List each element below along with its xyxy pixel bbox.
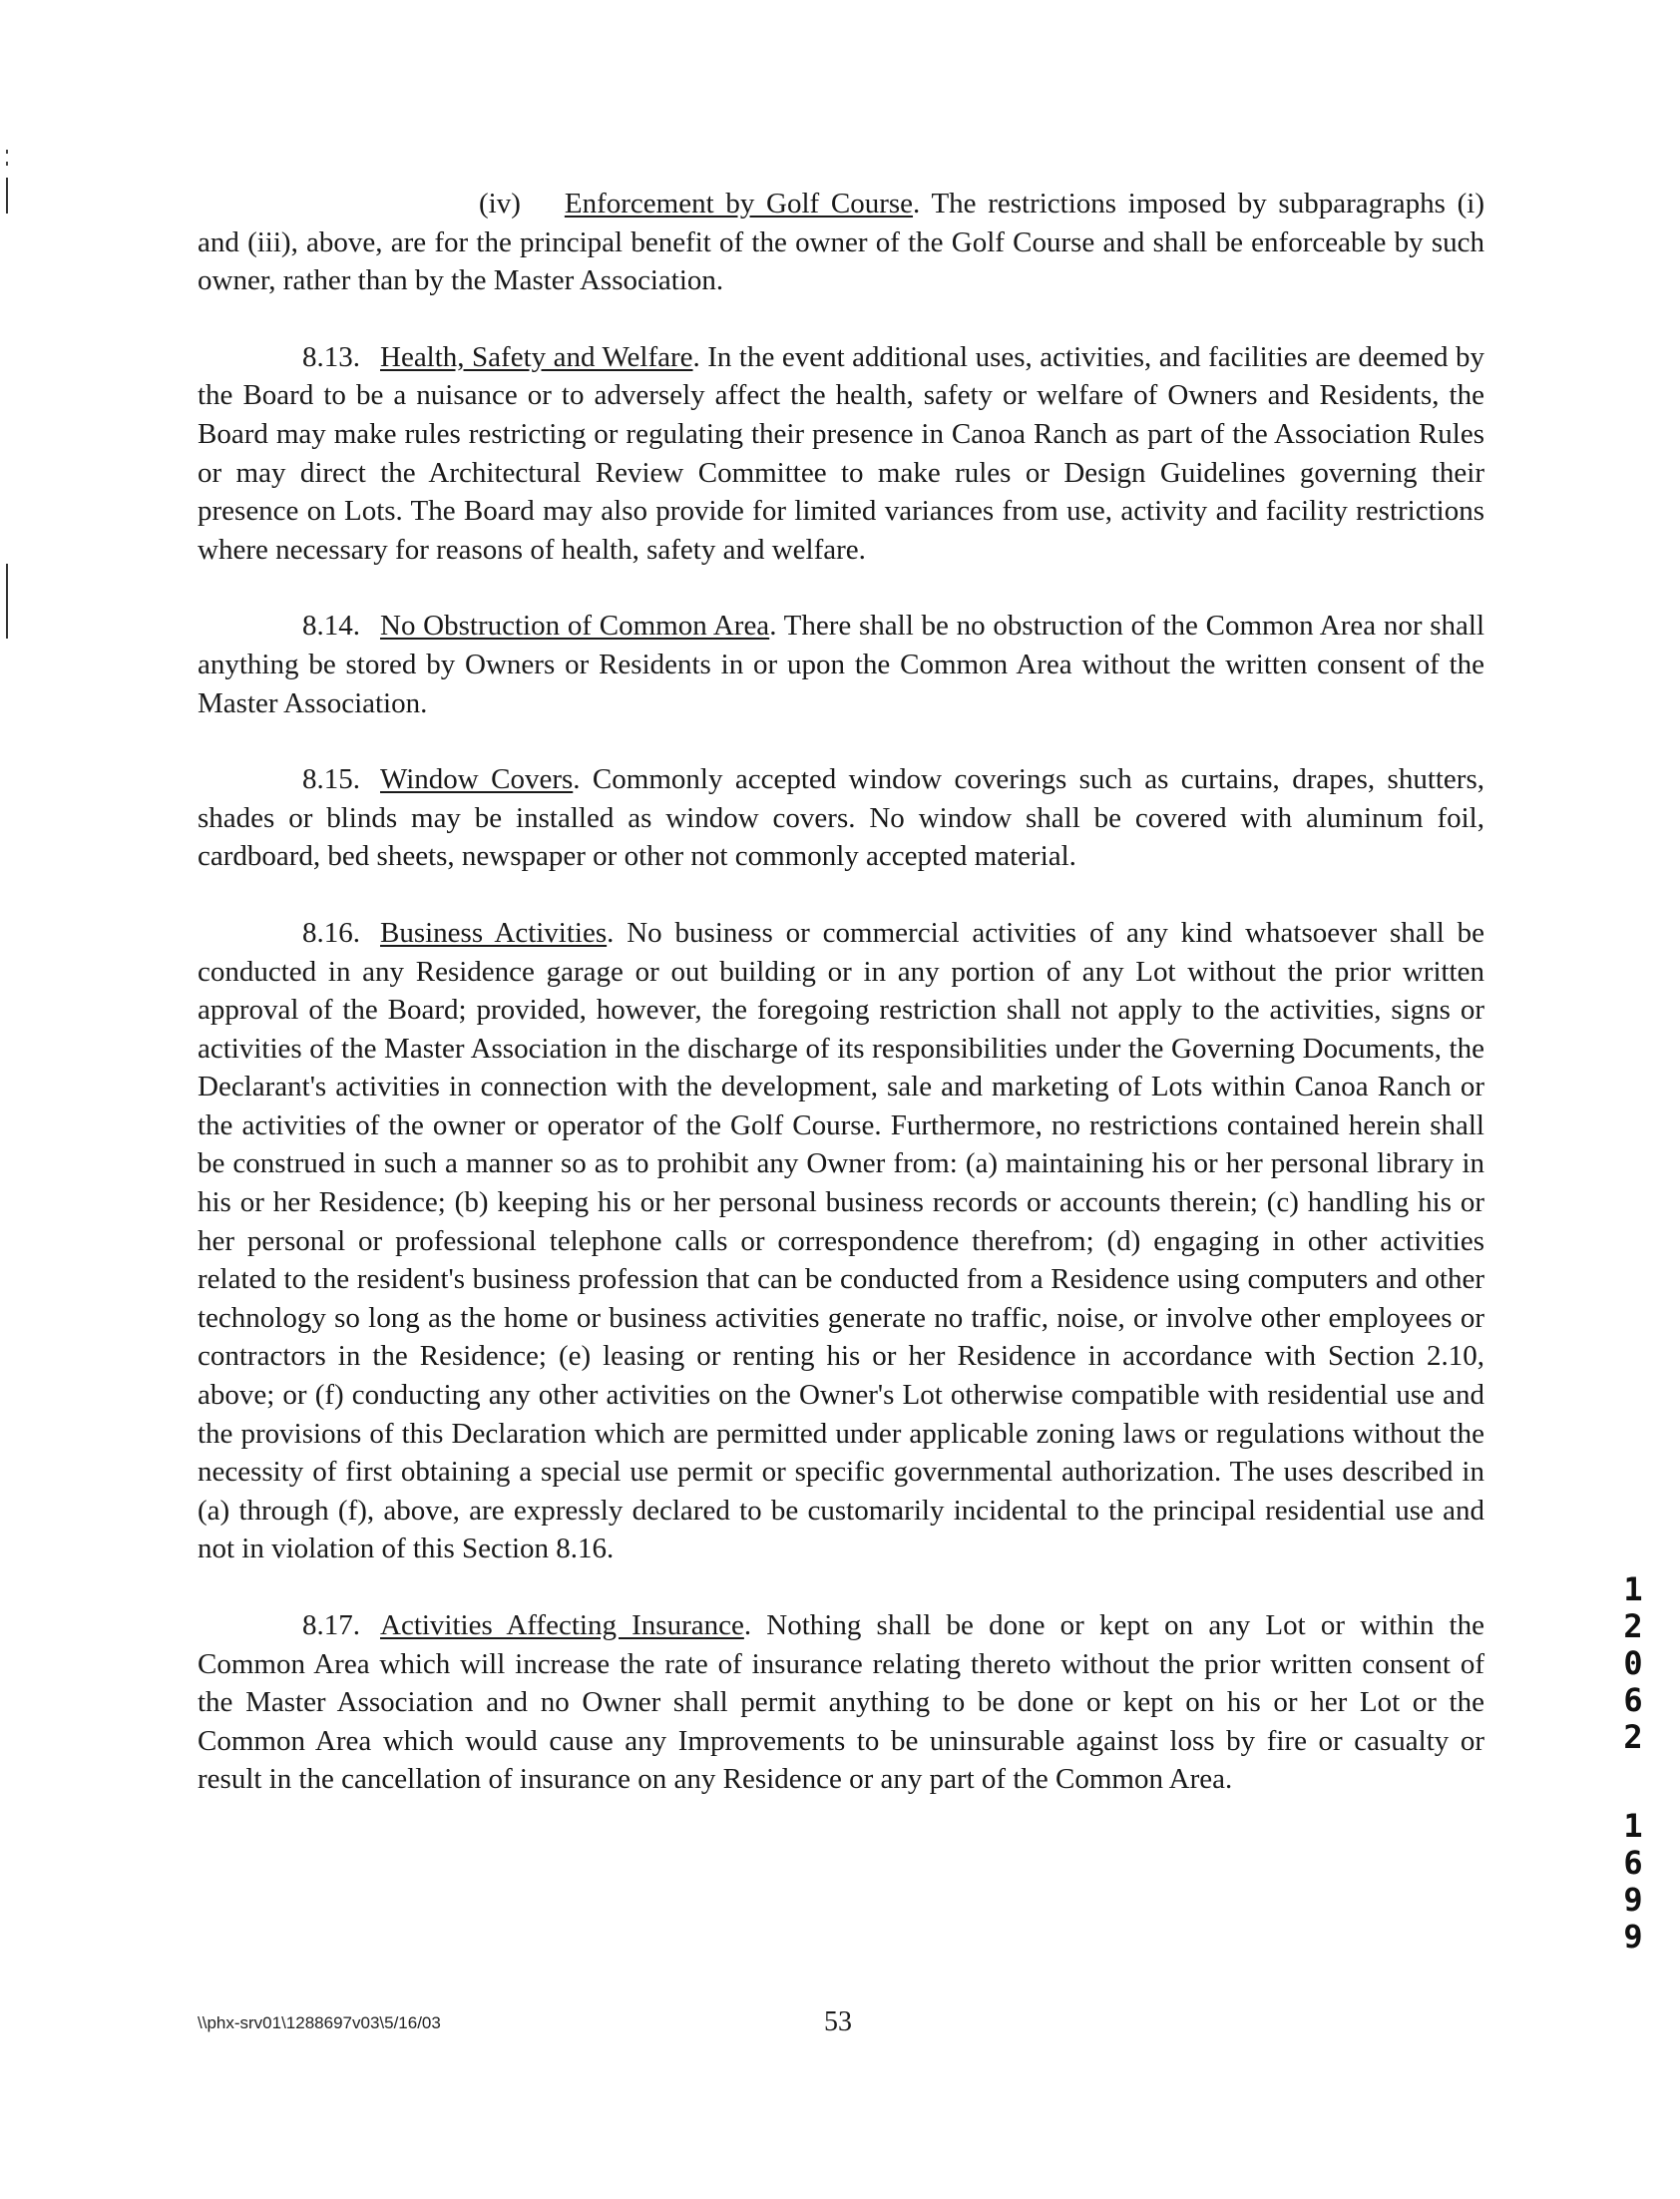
section-number: 8.17. xyxy=(302,1609,360,1641)
page-number: 53 xyxy=(824,2006,852,2037)
section-body: . Commonly accepted window coverings such as curtains, drapes, shutters, shades or blinds may be installed as window covers. No window shall be covered with aluminum foil, cardboard, bed sheets, newspaper or other not commonly accepted material. xyxy=(198,763,1484,873)
margin-mark xyxy=(6,564,8,639)
paragraph-body: . The restrictions imposed by subparagraphs (i) and (iii), above, are for the principal benefit of the owner of the Golf Course and shall be enforceable by such owner, rather than by the Master Association. xyxy=(198,188,1484,297)
paragraph-iv xyxy=(198,185,1484,300)
margin-mark xyxy=(6,178,8,214)
section-body: . In the event additional uses, activities, and facilities are deemed by the Board to be a nuisance or to adversely affect the health, safety or welfare of Owners and Residents, the Board may make rules restricting or regulating their presence in Canoa Ranch as part of the Association Rules or may direct the Architectural Review Committee to make rules or Design Guidelines governing their presence on Lots. The Board may also provide for limited variances from use, activity and facility restrictions where necessary for reasons of health, safety and welfare. xyxy=(198,340,1484,566)
section-8-16 xyxy=(198,914,1484,1568)
section-body: . No business or commercial activities of any kind whatsoever shall be conducted in any Residence garage or out building or in any portion of any Lot without the prior written approval of the Board; provided, however, the foregoing restriction shall not apply to the activities, signs or activities of the Master Association in the discharge of its responsibilities under the Governing Documents, the Declarant's activities in connection with the development, sale and marketing of Lots within Canoa Ranch or the activities of the owner or operator of the Golf Course. Furthermore, no restrictions contained herein shall be construed in such a manner so as to prohibit any Owner from: (a) maintaining his or her personal library in his or her Residence; (b) keeping his or her personal business records or accounts therein; (c) handling his or her personal or professional telephone calls or correspondence therefrom; (d) engaging in other activities related to the resident's business profession that can be conducted from a Residence using computers and other technology so long as the home or business activities generate no traffic, noise, or involve other employees or contractors in the Residence; (e) leasing or renting his or her Residence in accordance with Section 2.10, above; or (f) conducting any other activities on the Owner's Lot otherwise compatible with residential use and the provisions of this Declaration which are permitted under applicable zoning laws or regulations without the necessity of first obtaining a special use permit or specific governmental authorization. The uses described in (a) through (f), above, are expressly declared to be customarily incidental to the principal residential use and not in violation of this Section 8.16. xyxy=(198,916,1484,1565)
section-8-15 xyxy=(198,760,1484,876)
section-body: . There shall be no obstruction of the Common Area nor shall anything be stored by Owners or Residents in or upon the Common Area without the written consent of the Master Association. xyxy=(198,610,1484,719)
section-heading: No Obstruction of Common Area xyxy=(380,610,770,643)
margin-dot xyxy=(6,162,8,166)
section-number: 8.13. xyxy=(302,340,360,373)
section-8-13 xyxy=(198,338,1484,570)
document-path: \\phx-srv01\1288697v03\5/16/03 xyxy=(198,2013,441,2032)
recording-stamp-page: 1699 xyxy=(1623,1807,1643,1956)
section-number: 8.15. xyxy=(302,763,360,796)
section-number: 8.14. xyxy=(302,610,360,643)
section-8-14 xyxy=(198,607,1484,722)
recording-stamp-docket: 12062 xyxy=(1623,1570,1643,1756)
margin-dot xyxy=(6,150,8,154)
section-heading: Health, Safety and Welfare xyxy=(380,340,693,373)
section-heading: Window Covers xyxy=(380,763,574,796)
section-heading: Business Activities xyxy=(380,916,608,949)
paragraph-number: (iv) xyxy=(479,188,521,220)
section-number: 8.16. xyxy=(302,916,360,949)
document-body xyxy=(198,185,1484,1837)
section-body: . Nothing shall be done or kept on any Lot or within the Common Area which will increase the rate of insurance relating thereto without the prior written consent of the Master Association and no Owner shall permit anything to be done or kept on his or her Lot or the Common Area which would cause any Improvements to be uninsurable against loss by fire or casualty or result in the cancellation of insurance on any Residence or any part of the Common Area. xyxy=(198,1609,1484,1796)
section-8-17 xyxy=(198,1606,1484,1799)
section-heading: Activities Affecting Insurance xyxy=(380,1609,744,1641)
paragraph-heading: Enforcement by Golf Course xyxy=(564,188,914,220)
